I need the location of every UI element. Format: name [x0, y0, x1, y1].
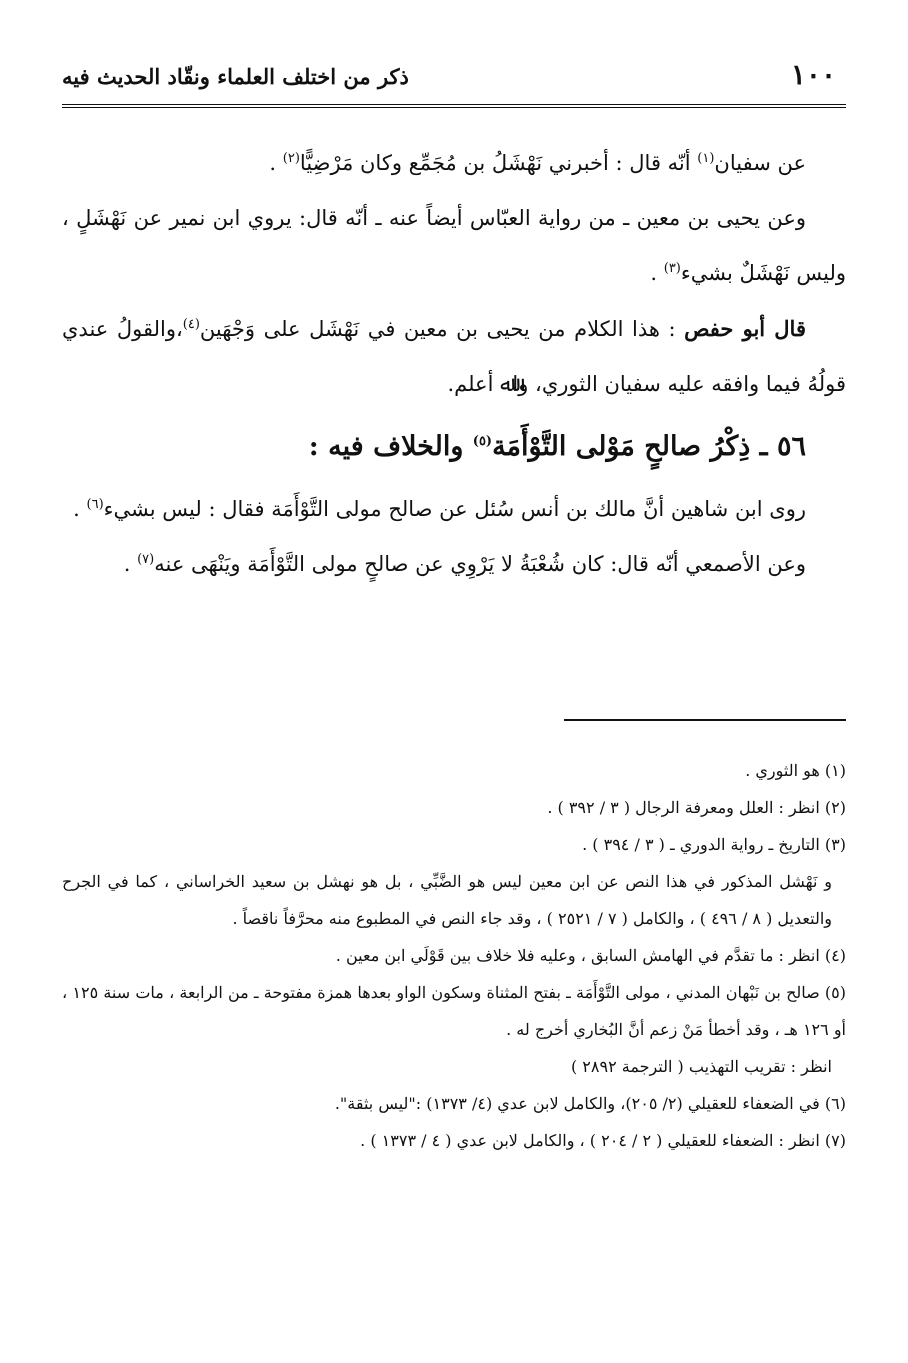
footnotes — [62, 752, 846, 1159]
footnote-ref-5[interactable]: (٥) — [472, 434, 493, 449]
footnote-2: (٢) انظر : العلل ومعرفة الرجال ( ٣ / ٣٩٢ ) . — [547, 798, 846, 817]
footnote-5: (٥) صالح بن نَبْهان المدني ، مولى التَّوْأَمَة ـ بفتح المثناة وسكون الواو بعدها همزة مفتوحة ـ من الرابعة ، مات سنة ١٢٥ ، أو ١٢٦ هـ ، وقد أخطأ مَنْ زعم أنَّ البُخاري أخرج له . — [62, 983, 847, 1039]
text-run: . — [73, 497, 87, 521]
paragraph-3 — [62, 301, 846, 412]
footnote-ref-1[interactable]: (١) — [697, 151, 715, 166]
paragraph-2 — [62, 191, 846, 301]
footnote-7: (٧) انظر : الضعفاء للعقيلي ( ٢ / ٢٠٤ ) ، والكامل لابن عدي ( ٤ / ١٣٧٣ ) . — [360, 1131, 846, 1150]
footnote-1: (١) هو الثوري . — [745, 761, 846, 780]
page-number: ١٠٠ — [790, 58, 836, 91]
header-rule — [62, 104, 846, 108]
text-run: وعن يحيى بن معين ـ من رواية العبّاس أيضاً عنه ـ أنّه قال: يروي ابن نمير عن نَهْشَلٍ ، وليس نَهْشَلٌ بشيء — [62, 206, 846, 285]
paragraph-4 — [62, 482, 846, 537]
heading-text: والخلاف فيه : — [308, 431, 473, 462]
footnote-ref-7[interactable]: (٧) — [137, 552, 155, 567]
footnote-ref-2[interactable]: (٢) — [282, 151, 300, 166]
text-run: : هذا الكلام من يحيى بن معين في نَهْشَل على وَجْهَين — [199, 317, 685, 341]
running-title: ذكر من اختلف العلماء ونقّاد الحديث فيه — [62, 64, 409, 89]
text-run: ،والقولُ عندي قولُهُ فيما وافقه عليه سفيان الثوري، واﷲ أعلم. — [62, 317, 846, 396]
paragraph-5 — [62, 537, 846, 592]
footnote-3: (٣) التاريخ ـ رواية الدوري ـ ( ٣ / ٣٩٤ ) . — [582, 835, 846, 854]
footnote-ref-4[interactable]: (٤) — [182, 317, 200, 332]
heading-text: ٥٦ ـ ذِكْرُ صالحٍ مَوْلى التَّوْأَمَة — [492, 431, 806, 462]
footnote-ref-6[interactable]: (٦) — [86, 497, 104, 512]
text-run: عن سفيان — [714, 151, 806, 175]
paragraph-1 — [62, 136, 846, 191]
footnote-ref-3[interactable]: (٣) — [663, 261, 681, 276]
text-run: . — [269, 151, 283, 175]
text-run: أنّه قال : أخبرني نَهْشَلُ بن مُجَمِّع وكان مَرْضِيًّا — [299, 151, 698, 175]
speaker-lead: قال أبو حفص — [684, 316, 806, 341]
footnote-3-continuation: و نَهْشل المذكور في هذا النص عن ابن معين ليس هو الضَّبِّي ، بل هو نهشل بن سعيد الخراساني ، كما في الجرح والتعديل ( ٨ / ٤٩٦ ) ، والكامل ( ٧ / ٢٥٢١ ) ، وقد جاء النص في المطبوع منه محرَّفاً ناقصاً . — [62, 872, 832, 928]
text-run: وعن الأصمعي أنّه قال: كان شُعْبَةُ لا يَرْوِي عن صالحٍ مولى التَّوْأَمَة ويَنْهَى عنه — [154, 552, 806, 576]
footnote-5-reference: انظر : تقريب التهذيب ( الترجمة ٢٨٩٢ ) — [570, 1057, 832, 1076]
main-text — [62, 136, 846, 592]
page-header — [62, 52, 846, 102]
footnote-6: (٦) في الضعفاء للعقيلي (٢/ ٢٠٥)، والكامل لابن عدي (٤/ ١٣٧٣) :"ليس بثقة". — [334, 1094, 846, 1113]
footnote-separator — [564, 719, 846, 721]
footnote-4: (٤) انظر : ما تقدَّم في الهامش السابق ، وعليه فلا خلاف بين قَوْلَي ابن معين . — [335, 946, 846, 965]
chapter-heading — [62, 412, 846, 482]
text-run: . — [123, 552, 138, 576]
text-run: . — [650, 261, 664, 285]
text-run: روى ابن شاهين أنَّ مالك بن أنس سُئل عن صالح مولى التَّوْأَمَة فقال : ليس بشيء — [103, 497, 806, 521]
